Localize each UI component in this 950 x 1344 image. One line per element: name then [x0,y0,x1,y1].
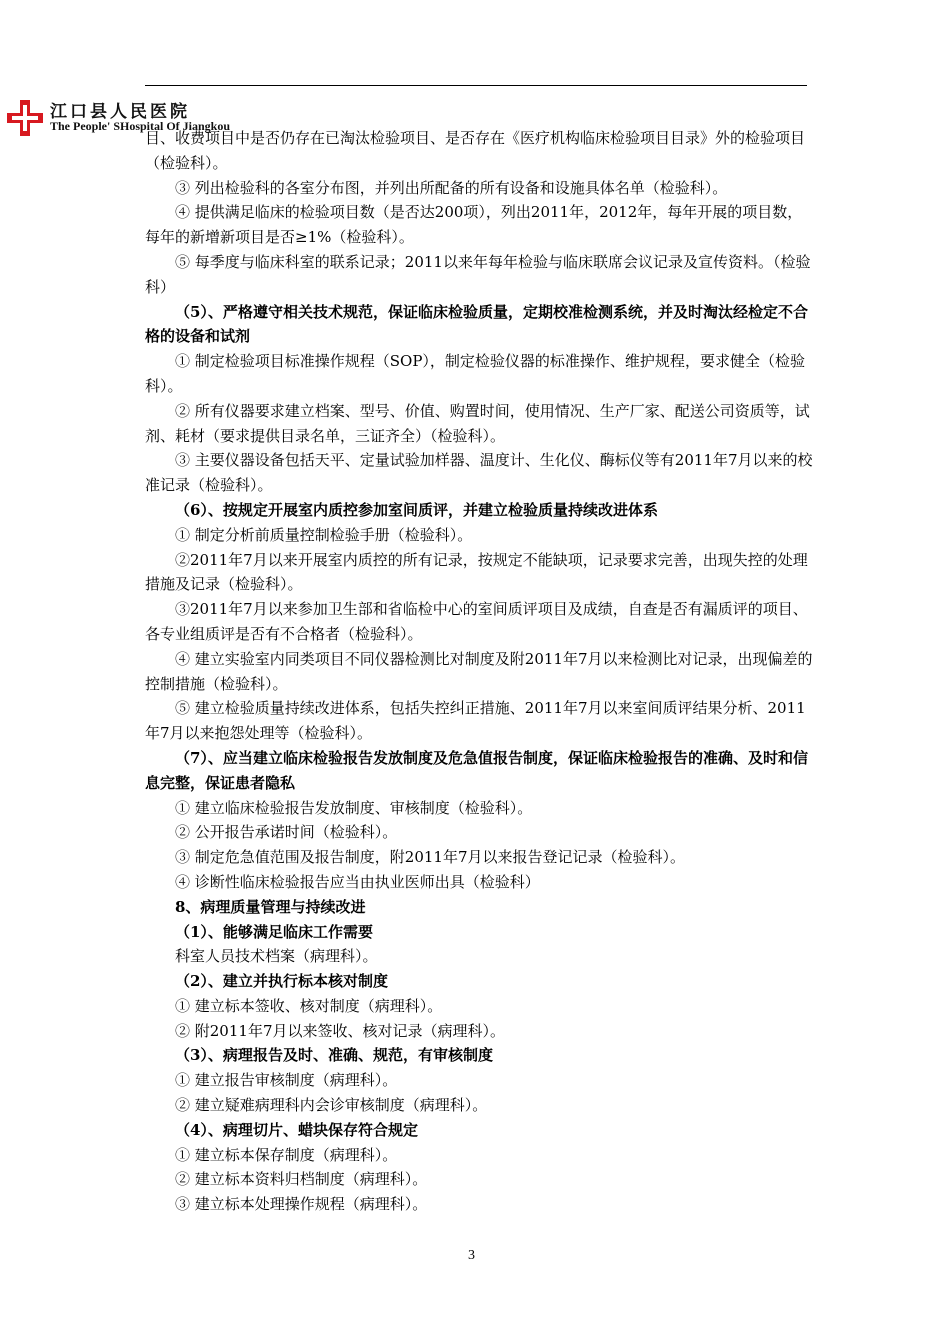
list-item: ②2011年7月以来开展室内质控的所有记录，按规定不能缺项，记录要求完善，出现失控的处理措施及记录（检验科）。 [145,550,808,594]
list-item: ④ 诊断性临床检验报告应当由执业医师出具（检验科） [175,872,540,891]
list-item: ② 所有仪器要求建立档案、型号、价值、购置时间，使用情况、生产厂家、配送公司资质等，试剂、耗材（要求提供目录名单，三证齐全）（检验科）。 [145,401,810,445]
red-cross-icon [4,97,46,139]
list-item: ③ 制定危急值范围及报告制度，附2011年7月以来报告登记记录（检验科）。 [175,848,685,867]
list-item: ③2011年7月以来参加卫生部和省临检中心的室间质评项目及成绩，自查是否有漏质评的项目、各专业组质评是否有不合格者（检验科）。 [145,600,808,643]
document-body [145,126,813,1217]
section-heading: （3）、病理报告及时、准确、规范，有审核制度 [175,1046,493,1065]
section-heading: （5）、严格遵守相关技术规范，保证临床检验质量，定期校准检测系统，并及时淘汰经检定不合格的设备和试剂 [145,302,808,346]
list-item: ① 制定检验项目标准操作规程（SOP），制定检验仪器的标准操作、维护规程，要求健全（检验科）。 [145,352,805,395]
logo-name-cn: 江口县人民医院 [50,102,190,122]
list-item: ③ 建立标本处理操作规程（病理科）。 [175,1195,428,1214]
section-heading: 8、病理质量管理与持续改进 [175,897,366,916]
section-heading: （1）、能够满足临床工作需要 [175,922,373,941]
list-item: ② 附2011年7月以来签收、核对记录（病理科）。 [175,1021,505,1040]
list-item: ① 建立标本签收、核对制度（病理科）。 [175,996,443,1015]
header-rule [145,85,807,86]
logo-name-en: The People' SHospital Of Jiangkou [50,119,231,133]
list-item: ① 建立临床检验报告发放制度、审核制度（检验科）。 [175,798,533,817]
list-item: ① 建立标本保存制度（病理科）。 [175,1145,398,1164]
list-item: ③ 列出检验科的各室分布图，并列出所配备的所有设备和设施具体名单（检验科）。 [175,178,728,197]
list-item: ④ 建立实验室内同类项目不同仪器检测比对制度及附2011年7月以来检测比对记录，出现偏差的控制措施（检验科）。 [145,649,813,693]
list-item: ① 建立报告审核制度（病理科）。 [175,1071,398,1090]
section-heading: （4）、病理切片、蜡块保存符合规定 [175,1120,418,1139]
list-item: ⑤ 每季度与临床科室的联系记录；2011以来年每年检验与临床联席会议记录及宣传资料。（检验科） [145,252,811,296]
list-item: ④ 提供满足临床的检验项目数（是否达200项），列出2011年，2012年，每年开展的项目数，每年的新增新项目是否≥1%（检验科）。 [145,203,803,247]
list-item: 科室人员技术档案（病理科）。 [175,947,378,966]
list-item: ② 公开报告承诺时间（检验科）。 [175,823,398,842]
page-number: 3 [468,1248,475,1263]
list-item: ⑤ 建立检验质量持续改进体系，包括失控纠正措施、2011年7月以来室间质评结果分析、2011年7月以来抱怨处理等（检验科）。 [145,699,806,743]
paragraph: 目、收费项目中是否仍存在已淘汰检验项目、是否存在《医疗机构临床检验项目目录》外的检验项目（检验科）。 [145,129,806,172]
section-heading: （2）、建立并执行标本核对制度 [175,972,388,991]
list-item: ② 建立标本资料归档制度（病理科）。 [175,1170,428,1189]
list-item: ② 建立疑难病理科内会诊审核制度（病理科）。 [175,1096,488,1115]
list-item: ① 制定分析前质量控制检验手册（检验科）。 [175,525,473,544]
section-heading: （6）、按规定开展室内质控参加室间质评，并建立检验质量持续改进体系 [175,500,658,519]
section-heading: （7）、应当建立临床检验报告发放制度及危急值报告制度，保证临床检验报告的准确、及时和信息完整，保证患者隐私 [145,748,808,792]
list-item: ③ 主要仪器设备包括天平、定量试验加样器、温度计、生化仪、酶标仪等有2011年7月以来的校准记录（检验科）。 [145,451,813,495]
